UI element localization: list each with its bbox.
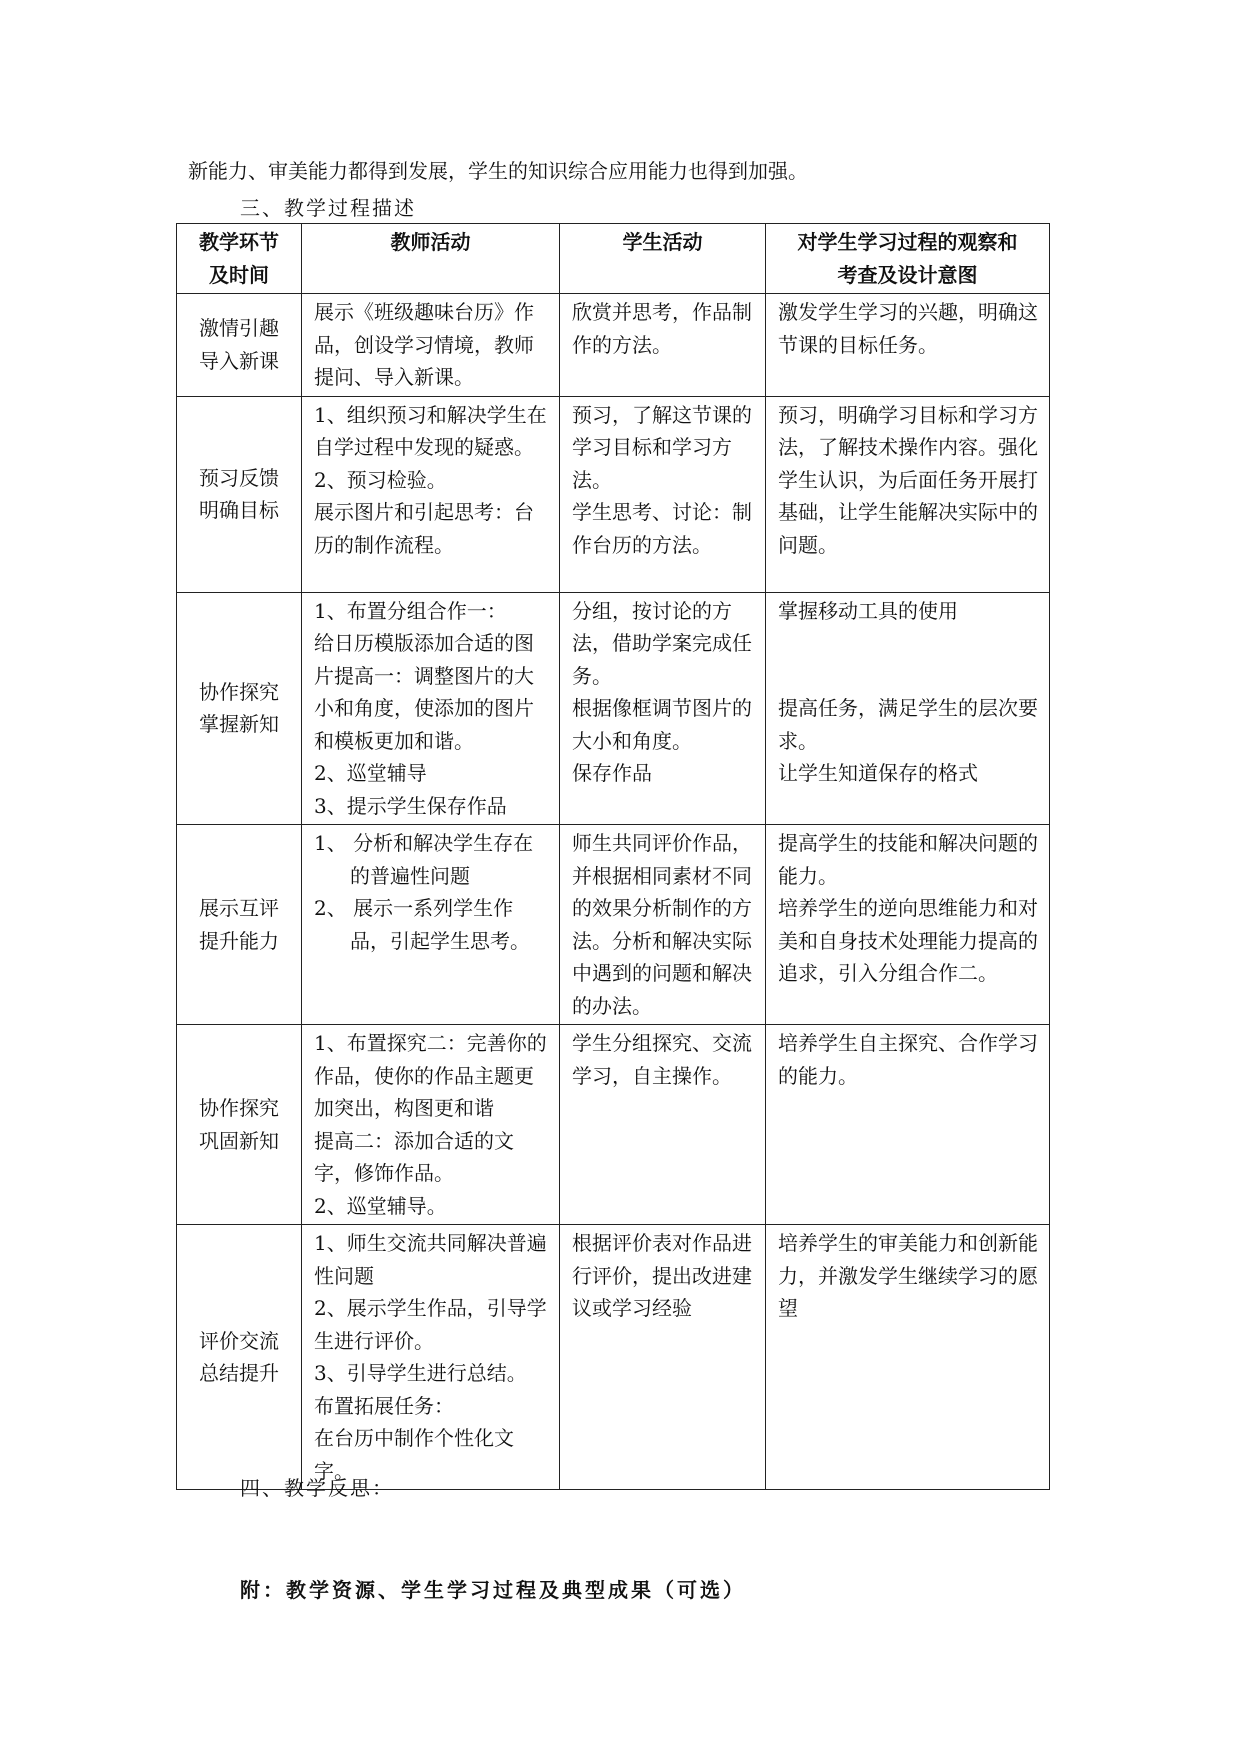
intent-cell: 预习，明确学习目标和学习方法，了解技术操作内容。强化学生认识，为后面任务开展打基础，让学生能解决实际中的问题。 <box>766 396 1050 592</box>
teacher-activity-cell: 1、师生交流共同解决普遍性问题 2、展示学生作品，引导学生进行评价。 3、引导学生进行总结。 布置拓展任务： 在台历中制作个性化文字。 <box>302 1225 560 1490</box>
stage-cell: 展示互评 提升能力 <box>177 825 302 1025</box>
table-header-row <box>177 224 1050 294</box>
stage-cell: 预习反馈 明确目标 <box>177 396 302 592</box>
stage-cell: 评价交流 总结提升 <box>177 1225 302 1490</box>
section-heading-process: 三、教学过程描述 <box>240 196 416 220</box>
section-heading-reflection: 四、教学反思： <box>240 1476 394 1500</box>
teacher-activity-cell: 1、组织预习和解决学生在自学过程中发现的疑惑。 2、预习检验。 展示图片和引起思考：台历的制作流程。 <box>302 396 560 592</box>
teacher-activity-cell: 1、布置分组合作一： 给日历模版添加合适的图片提高一：调整图片的大小和角度，使添加的图片和模板更加和谐。 2、巡堂辅导 3、提示学生保存作品 <box>302 592 560 825</box>
student-activity-cell: 学生分组探究、交流学习，自主操作。 <box>560 1025 766 1225</box>
header-student-activity: 学生活动 <box>560 224 766 294</box>
table-row <box>177 396 1050 592</box>
stage-cell: 协作探究 掌握新知 <box>177 592 302 825</box>
student-activity-cell: 分组，按讨论的方法，借助学案完成任务。 根据像框调节图片的大小和角度。 保存作品 <box>560 592 766 825</box>
intent-cell: 提高学生的技能和解决问题的能力。 培养学生的逆向思维能力和对美和自身技术处理能力提高的追求，引入分组合作二。 <box>766 825 1050 1025</box>
header-teacher-activity: 教师活动 <box>302 224 560 294</box>
intro-paragraph-line: 新能力、审美能力都得到发展，学生的知识综合应用能力也得到加强。 <box>188 159 808 183</box>
appendix-heading: 附：教学资源、学生学习过程及典型成果（可选） <box>240 1578 746 1602</box>
table-row <box>177 592 1050 825</box>
intent-cell: 掌握移动工具的使用 提高任务，满足学生的层次要求。 让学生知道保存的格式 <box>766 592 1050 825</box>
table-row <box>177 294 1050 397</box>
student-activity-cell: 欣赏并思考，作品制作的方法。 <box>560 294 766 397</box>
student-activity-cell: 师生共同评价作品，并根据相同素材不同的效果分析制作的方法。分析和解决实际中遇到的问题和解决的办法。 <box>560 825 766 1025</box>
table-row <box>177 1025 1050 1225</box>
student-activity-cell: 根据评价表对作品进行评价，提出改进建议或学习经验 <box>560 1225 766 1490</box>
student-activity-cell: 预习，了解这节课的学习目标和学习方法。 学生思考、讨论：制作台历的方法。 <box>560 396 766 592</box>
header-stage-time: 教学环节 及时间 <box>177 224 302 294</box>
intent-cell: 激发学生学习的兴趣，明确这节课的目标任务。 <box>766 294 1050 397</box>
teacher-activity-cell: 1、布置探究二：完善你的作品，使你的作品主题更加突出，构图更和谐 提高二：添加合适的文字，修饰作品。 2、巡堂辅导。 <box>302 1025 560 1225</box>
table-row <box>177 1225 1050 1490</box>
table-row <box>177 825 1050 1025</box>
teacher-activity-cell: 展示《班级趣味台历》作品，创设学习情境，教师提问、导入新课。 <box>302 294 560 397</box>
stage-cell: 激情引趣 导入新课 <box>177 294 302 397</box>
intent-cell: 培养学生的审美能力和创新能力，并激发学生继续学习的愿望 <box>766 1225 1050 1490</box>
header-observation-intent: 对学生学习过程的观察和 考查及设计意图 <box>766 224 1050 294</box>
teaching-process-table <box>176 223 1050 1490</box>
teacher-activity-cell: 1、 分析和解决学生存在的普遍性问题 2、 展示一系列学生作品，引起学生思考。 <box>302 825 560 1025</box>
intent-cell: 培养学生自主探究、合作学习的能力。 <box>766 1025 1050 1225</box>
stage-cell: 协作探究 巩固新知 <box>177 1025 302 1225</box>
